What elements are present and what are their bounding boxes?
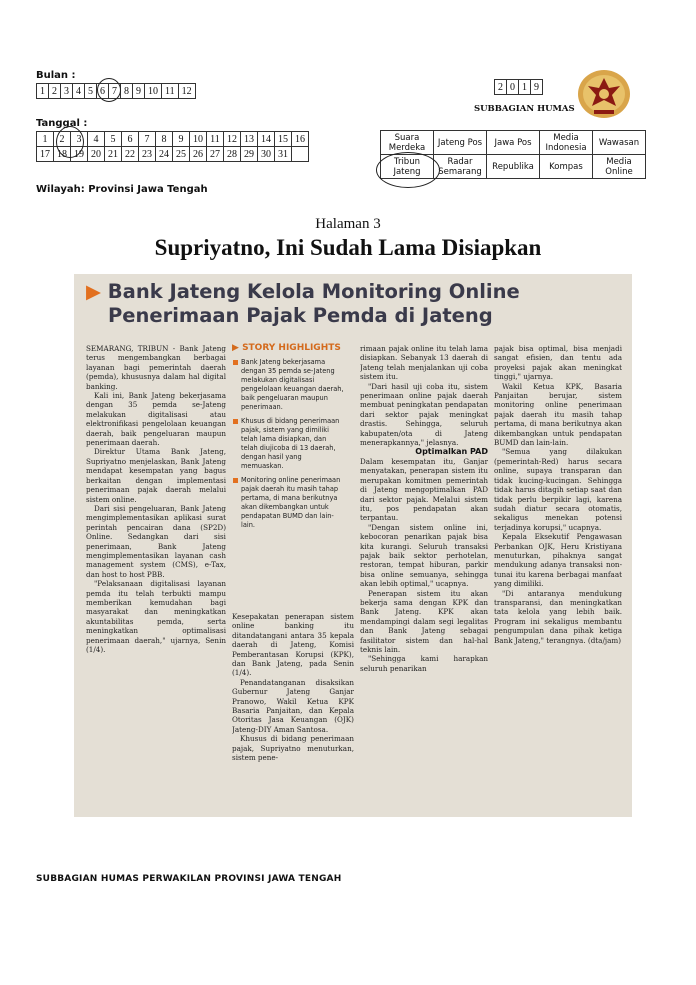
article-paragraph: Wakil Ketua KPK, Basaria Panjaitan berujar, sistem monitoring online penerimaan pajak daerah itu masih tahap pertama, di mana berikutnya akan dikembangkan untuk pendapatan BUMD dan lain-lain. (494, 381, 622, 448)
garuda-emblem (576, 68, 632, 120)
article-paragraph: "Pelaksanaan digitalisasi layanan pemda itu telah terbukti mampu memberikan kemudahan bagi masyarakat dan meningkatkan akuntabilitas pemda, serta meningkatkan optimalisasi penerimaan daerah," ujarnya, Senin (1/4). (86, 579, 226, 654)
tanggal-label: Tanggal : (36, 118, 88, 129)
tanggal-cell: 14 (258, 132, 275, 147)
article-paragraph: "Dengan sistem online ini, kebocoran penarikan pajak bisa kita kurangi. Seluruh transaksi pajak baik sektor perhotelan, restoran, tempat hiburan, parkir bisa online semuanya, sehingga akan lebih optimal," ucapnya. (360, 522, 488, 589)
tanggal-cell: 15 (275, 132, 292, 147)
article-paragraph: Dalam kesempatan itu, Ganjar menyatakan, penerapan sistem itu merupakan komitmen pemerintah di Jateng mengoptimalkan PAD dari sektor pajak. Melalui sistem itu, pos pendapatan akan terpantau. (360, 456, 488, 523)
bullet-square-icon (233, 360, 238, 365)
bulan-selection-circle (97, 78, 121, 102)
article-headline (86, 280, 626, 328)
tanggal-cell: 11 (207, 132, 224, 147)
bulan-cell: 12 (178, 84, 195, 99)
media-cell: Kompas (540, 155, 593, 179)
tanggal-cell: 2 (54, 132, 71, 147)
media-cell: Jawa Pos (487, 131, 540, 155)
bulan-label: Bulan : (36, 70, 76, 81)
media-cell: Radar Semarang (434, 155, 487, 179)
year-digit-cell: 9 (531, 80, 543, 95)
tanggal-cell: 20 (88, 147, 105, 162)
bulan-cell: 4 (73, 84, 85, 99)
tanggal-cell: 18 (54, 147, 71, 162)
subheading-optimalkan-pad: Optimalkan PAD (415, 447, 488, 457)
article-paragraph: Penandatanganan disaksikan Gubernur Jateng Ganjar Pranowo, Wakil Ketua KPK Basaria Panjaitan, dan Kepala Otoritas Jasa Keuangan (OJK) Jateng-DIY Aman Santosa. (232, 677, 354, 734)
tanggal-cell: 22 (122, 147, 139, 162)
article-paragraph: Kali ini, Bank Jateng bekerjasama dengan 35 pemda se-Jateng melakukan digitalisasi atau elektronifikasi pengelolaan keuangan daerah, baik pengeluaran maupun penerimaan daerah. (86, 391, 226, 448)
page-title: Supriyatno, Ini Sudah Lama Disiapkan (154, 235, 542, 260)
newspaper-clipping (74, 274, 632, 817)
tanggal-cell: 5 (105, 132, 122, 147)
tanggal-cell: 21 (105, 147, 122, 162)
tanggal-cell: 25 (173, 147, 190, 162)
bulan-cell: 10 (145, 84, 162, 99)
highlights-title: STORY HIGHLIGHTS (242, 343, 341, 353)
article-column-2 (232, 612, 354, 806)
tanggal-empty-cell (292, 147, 309, 162)
article-paragraph: Penerapan sistem itu akan bekerja sama dengan KPK dan Bank Jateng. KPK akan mendampingi dalam segi legalitas dan Bank Jateng sebagai fasilitator sistem dan hal-hal teknis lain. (360, 588, 488, 654)
footer-label: SUBBAGIAN HUMAS PERWAKILAN PROVINSI JAWA TENGAH (36, 874, 342, 884)
highlight-text: Khusus di bidang penerimaan pajak, sistem yang dimiliki telah lama disiapkan, dan telah diujicoba di 13 daerah, dengan hasil yang memuaskan. (241, 417, 340, 470)
tanggal-cell: 17 (37, 147, 54, 162)
article-paragraph: Khusus di bidang penerimaan pajak, Supriyatno menuturkan, sistem pene- (232, 734, 354, 763)
highlight-text: Monitoring online penerimaan pajak daerah itu masih tahap pertama, di mana berikutnya akan dikembangkan untuk pendapatan BUMD dan lain-lain. (241, 476, 341, 529)
bulan-cell: 11 (162, 84, 179, 99)
bulan-cell: 2 (49, 84, 61, 99)
article-paragraph: "Di antaranya mendukung transparansi, dan meningkatkan tata kelola yang lebih baik. Program ini sekaligus membantu pengumpulan dana pihak ketiga Bank Jateng," terangnya. (dta/jam) (494, 588, 622, 645)
tanggal-selection-circle (56, 126, 84, 158)
media-cell: Jateng Pos (434, 131, 487, 155)
media-cell: Suara Merdeka (381, 131, 434, 155)
headline-line-2: Penerimaan Pajak Pemda di Jateng (108, 304, 493, 327)
highlight-item (232, 358, 344, 412)
year-digit-cell: 2 (495, 80, 507, 95)
year-digit-cell: 0 (507, 80, 519, 95)
halaman-label: Halaman 3 (315, 216, 381, 232)
bulan-cell: 8 (121, 84, 133, 99)
article-column-3 (360, 344, 488, 806)
tanggal-cell: 3 (71, 132, 88, 147)
article-paragraph: rimaan pajak online itu telah lama disiapkan. Sebanyak 13 daerah di Jateng telah menjalankan uji coba sistem itu. (360, 344, 488, 382)
year-grid (494, 79, 543, 95)
bullet-square-icon (233, 419, 238, 424)
tanggal-cell: 30 (258, 147, 275, 162)
media-cell: Media Indonesia (540, 131, 593, 155)
headline-line-1: Bank Jateng Kelola Monitoring Online (107, 280, 520, 303)
year-digit-cell: 1 (519, 80, 531, 95)
tanggal-cell: 12 (224, 132, 241, 147)
tanggal-cell: 13 (241, 132, 258, 147)
tanggal-cell: 23 (139, 147, 156, 162)
highlight-item (232, 417, 344, 471)
article-paragraph: "Dari hasil uji coba itu, sistem penerimaan online pajak daerah membuat peningkatan pendapatan dari sektor pajak meningkat drastis. Sehingga, seluruh kabupaten/ota di Jateng menerapkannya," jelasnya. (360, 381, 488, 448)
story-highlights (232, 344, 344, 608)
tanggal-cell: 28 (224, 147, 241, 162)
tanggal-cell: 29 (241, 147, 258, 162)
wilayah-label: Wilayah: Provinsi Jawa Tengah (36, 184, 208, 195)
tanggal-cell: 1 (37, 132, 54, 147)
headline-arrow-icon: ▶ (86, 280, 101, 303)
tanggal-cell: 16 (292, 132, 309, 147)
highlight-item (232, 476, 344, 530)
media-cell: Wawasan (593, 131, 646, 155)
media-cell: Republika (487, 155, 540, 179)
tanggal-cell: 31 (275, 147, 292, 162)
article-paragraph: Kesepakatan penerapan sistem online banking itu ditandatangani antara 35 kepala daerah di Jateng, Komisi Pemberantasan Korupsi (KPK), dan Bank Jateng, pada Senin (1/4). (232, 612, 354, 678)
article-paragraph: Dari sisi pengeluaran, Bank Jateng mengimplementasikan aplikasi surat perintah pencairan dana (SP2D) Online. Sedangkan dari sisi penerimaan, Bank Jateng mengimplementasikan layanan cash management system (CMS), e-Tax, dan host to host PBB. (86, 503, 226, 579)
tanggal-cell: 6 (122, 132, 139, 147)
bulan-cell: 6 (97, 84, 109, 99)
article-paragraph: SEMARANG, TRIBUN - Bank Jateng terus mengembangkan berbagai layanan bagi pemerintah daerah (pemda), khususnya dalam hal digital banking. (86, 344, 226, 391)
subbagian-label: SUBBAGIAN HUMAS (474, 104, 575, 114)
tanggal-cell: 19 (71, 147, 88, 162)
bullet-square-icon (233, 478, 238, 483)
media-selection-circle (376, 152, 440, 188)
article-paragraph: "Semua yang dilakukan (pemerintah-Red) harus secara online, supaya transparan dan tidak kucing-kucingan. Sehingga tidak harus ditagih setiap saat dan tidak perlu berpikir lagi, karena sudah diatur secara otomatis, sekaligus menekan potensi terjadinya korupsi," ucapnya. (494, 447, 622, 532)
article-paragraph: pajak bisa optimal, bisa menjadi sangat efisien, dan tentu ada proyeksi pajak akan meningkat tinggi," ujarnya. (494, 344, 622, 382)
bulan-cell: 7 (109, 84, 121, 99)
article-paragraph: "Sehingga kami harapkan seluruh penarikan (360, 654, 488, 673)
article-paragraph: Direktur Utama Bank Jateng, Supriyatno menjelaskan, Bank Jateng mendapat kesempatan yang bagus berkaitan dengan implementasi penerimaan pajak daerah melalui sistem online. (86, 447, 226, 504)
bulan-cell: 5 (85, 84, 97, 99)
bulan-cell: 1 (37, 84, 49, 99)
highlights-arrow-icon: ▶ (232, 343, 239, 353)
tanggal-cell: 4 (88, 132, 105, 147)
tanggal-cell: 26 (190, 147, 207, 162)
media-cell: Tribun Jateng (381, 155, 434, 179)
bulan-cell: 3 (61, 84, 73, 99)
article-column-1 (86, 344, 226, 806)
highlight-text: Bank Jateng bekerjasama dengan 35 pemda se-Jateng melakukan digitalisasi pengelolaan keuangan daerah, baik pengeluaran maupun penerimaan. (241, 358, 344, 411)
tanggal-cell: 24 (156, 147, 173, 162)
media-cell: Media Online (593, 155, 646, 179)
article-paragraph: Kepala Eksekutif Pengawasan Perbankan OJK, Heru Kristiyana menuturkan, pihaknya sangat mendukung adanya transaksi non-tunai itu karena berbagai manfaat yang dimiliki. (494, 532, 622, 589)
tanggal-cell: 8 (156, 132, 173, 147)
tanggal-cell: 7 (139, 132, 156, 147)
tanggal-cell: 27 (207, 147, 224, 162)
article-column-4 (494, 344, 622, 806)
tanggal-cell: 9 (173, 132, 190, 147)
bulan-cell: 9 (133, 84, 145, 99)
tanggal-cell: 10 (190, 132, 207, 147)
